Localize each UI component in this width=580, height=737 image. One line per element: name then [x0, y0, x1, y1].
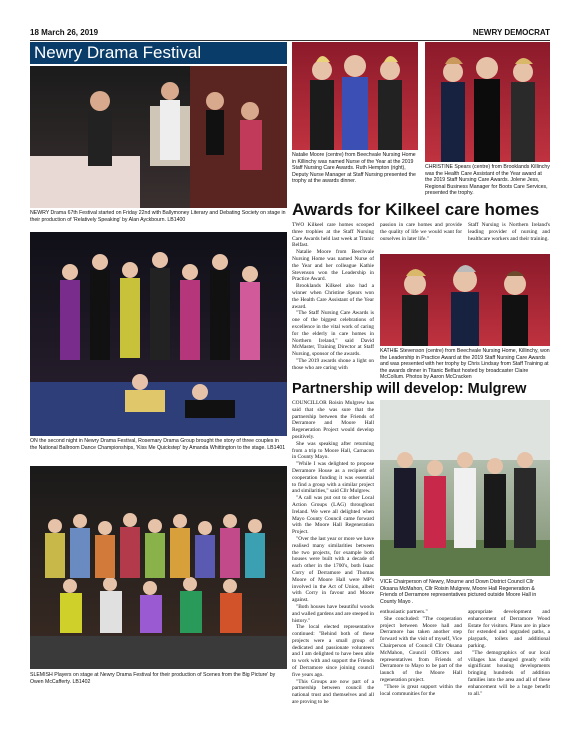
caption-leadership-in-practice: KATHIE Stevenson (centre) from Beechvale Nursing Home, Killinchy, won the Leadership in Practice Award at the 2019 Staff Nursing Care Awards and was presented with her trophy by Chris Lindsay from Staff Training at the awards dinner in Titanic Belfast hosted by broadcaster Claire McCollum. Photos by Aaron McCracken	[380, 348, 550, 381]
partnership-para: "A call was put out to other Local Action Groups (LAG) throughout Ireland. We were all delighted when Mayo County Council came forward with the Moore Hall Regeneration Project.	[292, 495, 374, 536]
caption-nurse-of-year: Natalie Moore (centre) from Beechvale Nursing Home in Killinchy was named Nurse of the Year at the 2019 Staff Nursing Care Awards. Ruth Hempton (right), Deputy Nurse Manager at Staff Nursing presented the trophy at the awards dinner.	[292, 152, 416, 185]
partnership-para: "Both houses have beautiful woods and walled gardens and are steeped in history."	[292, 603, 374, 624]
photo-slemish-players	[30, 466, 287, 669]
caption-moore-hall: VICE Chairperson of Newry, Mourne and Down District Council Cllr Oksana McMahon, Cllr Roisin Mulgrew, Moore Hall Regeneration & Friends of Derramore representatives pictured outside Moore Hall in County Mayo .	[380, 579, 537, 605]
partnership-para: "Over the last year or more we have realised many similarities between the two projects, for example both houses were built with a decade of each other in the 1700's, both Isaac Corry of Derramore and Thomas Moore of Moore Hall were MP's involved in the Act of Union, albeit with Corry in favour and Moore against.	[292, 535, 374, 604]
caption-slemish-players: SLEMISH Players on stage at Newry Drama Festival for their production of Scenes from the Big Picture' by Owen McCafferty. LB1402	[30, 672, 276, 685]
caption-health-care-assistant: CHRISTINE Spears (centre) from Brooklands Killinchy was the Health Care Assistant of the Year award at the 2019 Staff Nursing Care Awards. Jolene Jess, Regional Business Manager for Boots Care Services, presented the trophy.	[425, 164, 550, 197]
caption-kiss-me-quickstep: ON the second night in Newry Drama Festival, Rosemary Drama Group brought the story of three couples in the National Ballroom Dance Championships, 'Kiss Me Quickstep' by Amanda Whittington to the stage. LB1401	[30, 438, 286, 451]
partnership-para: enthusiastic partners."	[380, 609, 428, 615]
headline-partnership: Partnership will develop: Mulgrew	[292, 381, 527, 397]
section-banner: Newry Drama Festival	[30, 42, 287, 64]
partnership-para: She concluded: "The cooperation project between Moore hall and Derramore has taken another step forward with the visit of myself, Vice Chairperson of Council Cllr Oksana McMahon, Council Officers and representatives from Friends of Derramore to Mayo to be part of the launch of the Moore Hall regeneration project.	[380, 615, 462, 683]
partnership-column-1	[292, 400, 374, 725]
photo-kiss-me-quickstep	[30, 232, 287, 436]
page-header	[30, 28, 550, 41]
awards-column-2	[380, 222, 462, 252]
awards-column-3	[468, 222, 550, 252]
partnership-para: COUNCILLOR Roisin Mulgrew has said that she was sure that the partnership between the Friends of Derramore and Moore Hall Regeneration Project would develop positively.	[292, 400, 374, 440]
headline-awards: Awards for Kilkeel care homes	[292, 200, 540, 219]
awards-para: Brooklands Kilkeel also had a winner when Christine Spears won the Health Care Assistant of the Year award.	[292, 283, 374, 310]
awards-para: "The Staff Nursing Care Awards is one of the biggest celebrations of excellence in the vital work of caring for the elderly in care homes in Northern Ireland," said David McMaster, Training Director at Staff Nursing, sponsor of the awards.	[292, 310, 374, 358]
partnership-column-3	[468, 609, 550, 725]
awards-para: "The 2019 awards shone a light on those who are caring with	[292, 357, 374, 371]
photo-moore-hall	[380, 400, 550, 576]
photo-leadership-in-practice	[380, 254, 550, 346]
partnership-column-2	[380, 609, 462, 725]
awards-para: TWO Kilkeel care homes scooped three trophies at the Staff Nursing Care Awards held last week at Titanic Belfast.	[292, 222, 374, 249]
photo-health-care-assistant	[425, 42, 550, 162]
partnership-para: The local elected representative continued: "Behind both of these projects were a small group of dedicated and passionate volunteers and I am delighted to have been able to work with and support the Friends of Derramore since joining council five years ago.	[292, 624, 374, 678]
partnership-para: "This Groups are now part of a partnership between council the national trust and themselves and all are proving to be	[292, 678, 374, 706]
photo-nurse-of-year	[292, 42, 418, 150]
partnership-para: "The demographics of our local villages has changed greatly with significant housing developments bringing hundreds of addition families into the area and all of these enhancement will be a huge benefit to all."	[468, 649, 550, 697]
partnership-para: She was speaking after returning from a trip to Moore Hall, Carnacon in County Mayo.	[292, 440, 374, 461]
partnership-para: appropriate development and enhancement of Derramore Wood Estate for visitors. Plans are in place for extended and upgraded paths, a playpark, toilets and additional parking.	[468, 609, 550, 649]
photo-relatively-speaking	[30, 66, 287, 208]
awards-column-1	[292, 222, 374, 390]
awards-para: passion in care homes and provide the quality of life we would want for ourselves in later life."	[380, 222, 462, 242]
caption-relatively-speaking: NEWRY Drama 67th Festival started on Friday 22nd with Ballymoney Literary and Debating Society on stage in their production of 'Relatively Speaking' by Alan Ayckbourn. LB1400	[30, 210, 286, 223]
partnership-para: "While I was delighted to propose Derramore House as a recipient of cooperation funding it was essential to find a group with a similar project and similarities," said Cllr Mulgrew.	[292, 461, 374, 495]
publication-name: NEWRY DEMOCRAT	[472, 28, 550, 37]
partnership-para: "There is great support within the local communities for the	[380, 683, 462, 697]
page-date: 18 March 26, 2019	[30, 28, 99, 37]
awards-para: Staff Nursing is Northern Ireland's leading provider of nursing and healthcare workers and their training.	[468, 222, 550, 242]
awards-para: Natalie Moore from Beechvale Nursing Home was named Nurse of the Year and her colleague Kathie Stevenson won the Leadership in Practice Award.	[292, 249, 374, 283]
